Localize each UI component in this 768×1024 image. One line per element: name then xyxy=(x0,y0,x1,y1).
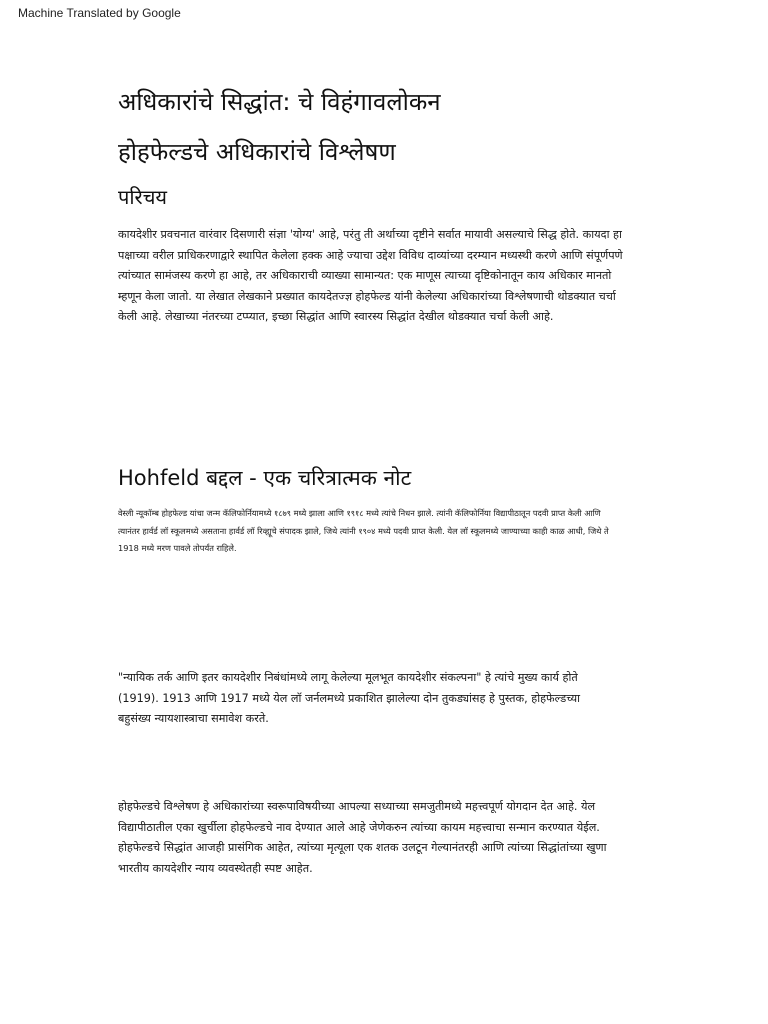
analysis-paragraph: होहफेल्डचे विश्लेषण हे अधिकारांच्या स्वरूपाविषयीच्या आपल्या सध्याच्या समजुतीमध्ये महत्त्वपूर्ण योगदान देत आहे. येल विद्यापीठातील एका खुर्चीला होहफेल्डचे नाव देण्यात आले आहे जेणेकरुन त्यांच्या कायम महत्त्वाचा सन्मान करण्यात येईल. होहफेल्डचे सिद्धांत आजही प्रासंगिक आहेत, त्यांच्या मृत्यूला एक शतक उलटून गेल्यानंतरही आणि त्यांच्या सिद्धांतांच्या खुणा भारतीय कायदेशीर न्याय व्यवस्थेतही स्पष्ट आहेत. xyxy=(118,800,607,875)
bio-heading: Hohfeld बद्दल - एक चरित्रात्मक नोट xyxy=(118,466,412,490)
document-title-line-1: अधिकारांचे सिद्धांत: चे विहंगावलोकन xyxy=(118,88,441,116)
main-work-paragraph: "न्यायिक तर्क आणि इतर कायदेशीर निबंधांमध्ये लागू केलेल्या मूलभूत कायदेशीर संकल्पना" हे त्यांचे मुख्य कार्य होते (1919). 1913 आणि 1917 मध्ये येल लॉ जर्नलमध्ये प्रकाशित झालेल्या दोन तुकड्यांसह हे पुस्तक, होहफेल्डच्या बहुसंख्य न्यायशास्त्राचा समावेश करते. xyxy=(118,671,581,726)
document-title-line-2: होहफेल्डचे अधिकारांचे विश्लेषण xyxy=(118,138,396,166)
intro-paragraph: कायदेशीर प्रवचनात वारंवार दिसणारी संज्ञा 'योग्य' आहे, परंतु ती अर्थाच्या दृष्टीने सर्वात मायावी असल्याचे सिद्ध होते. कायदा हा पक्षाच्या वरील प्राधिकरणाद्वारे स्थापित केलेला हक्क आहे ज्याचा उद्देश विविध दाव्यांच्या दरम्यान मध्यस्थी करणे आणि संपूर्णपणे त्यांच्यात सामंजस्य करणे हा आहे, तर अधिकाराची व्याख्या सामान्यत: एक माणूस त्याच्या दृष्टिकोनातून काय अधिकार मानतो म्हणून केला जातो. या लेखात लेखकाने प्रख्यात कायदेतज्ज्ञ होहफेल्ड यांनी केलेल्या अधिकारांच्या विश्लेषणाची थोडक्यात चर्चा केली आहे. लेखाच्या नंतरच्या टप्प्यात, इच्छा सिद्धांत आणि स्वारस्य सिद्धांत देखील थोडक्यात चर्चा केली आहे. xyxy=(118,228,623,324)
intro-heading: परिचय xyxy=(118,185,168,209)
bio-paragraph: वेस्ली न्यूकॉम्ब होहफेल्ड यांचा जन्म कॅलिफोर्नियामध्ये १८७९ मध्ये झाला आणि १९१८ मध्ये त्यांचे निधन झाले. त्यांनी कॅलिफोर्निया विद्यापीठातून पदवी प्राप्त केली आणि त्यानंतर हार्वर्ड लॉ स्कूलमध्ये असताना हार्वर्ड लॉ रिव्ह्यूचे संपादक झाले, जिथे त्यांनी १९०४ मध्ये पदवी प्राप्त केली. येल लॉ स्कूलमध्ये जाण्याच्या काही काळ आधी, जिथे ते 1918 मध्ये मरण पावले तोपर्यंत राहिले. xyxy=(118,508,609,553)
machine-translated-label: Machine Translated by Google xyxy=(18,6,181,20)
